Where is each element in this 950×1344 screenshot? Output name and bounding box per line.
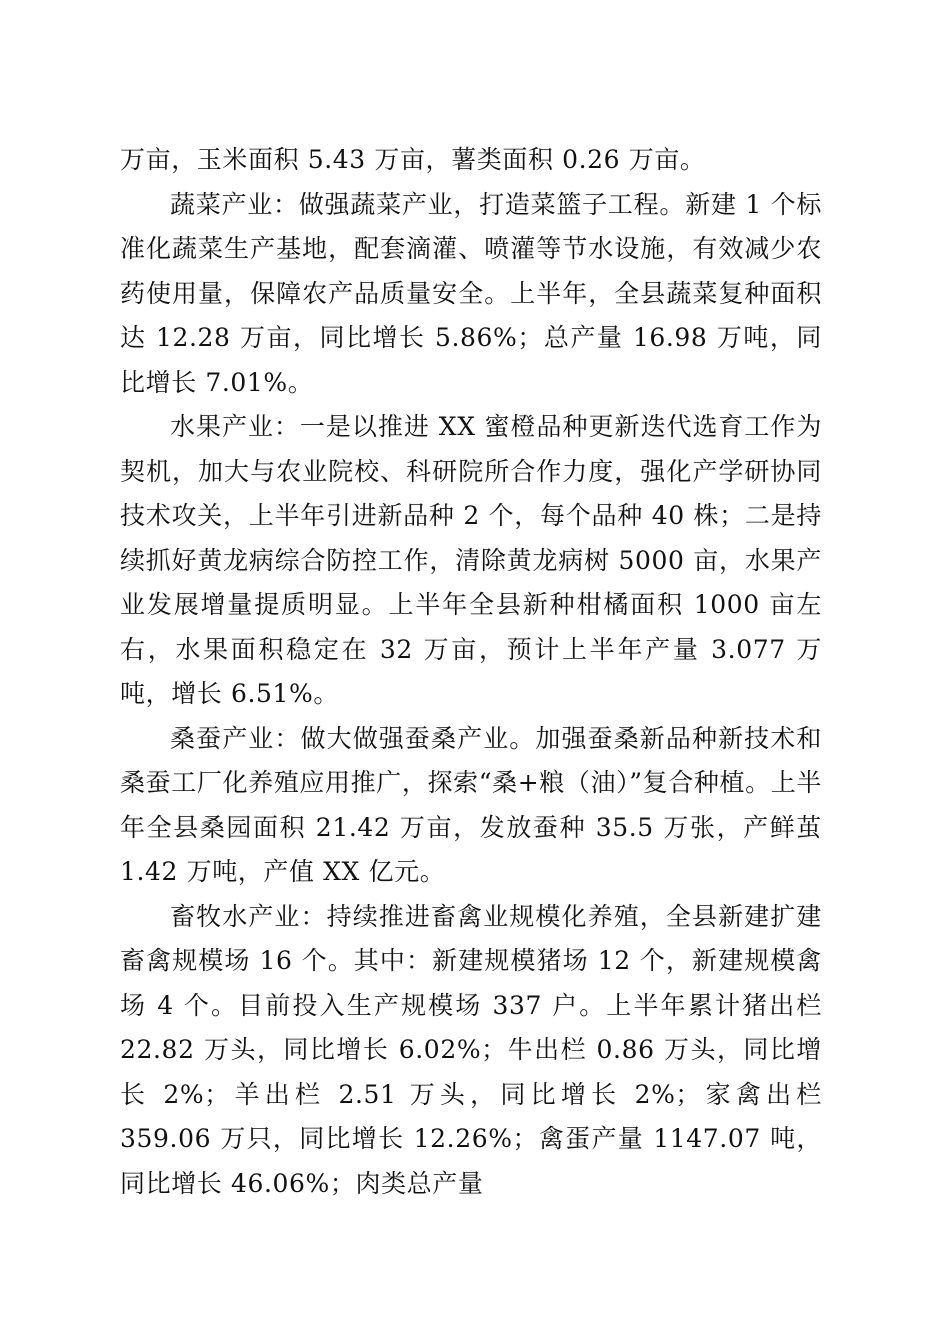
- paragraph-fruit-industry: 水果产业：一是以推进 XX 蜜橙品种更新迭代选育工作为契机，加大与农业院校、科研院所合作力度，强化产学研协同技术攻关，上半年引进新品种 2 个，每个品种 40 株；二是持续抓好黄龙病综合防控工作，清除黄龙病树 5000 亩，水果产业发展增量提质明显。上半年全县新种柑橘面积 1000 亩左右，水果面积稳定在 32 万亩，预计上半年产量 3.077 万吨，增长 6.51%。: [120, 412, 822, 708]
- paragraph-livestock-aquaculture: 畜牧水产业：持续推进畜禽业规模化养殖，全县新建扩建畜禽规模场 16 个。其中：新建规模猪场 12 个，新建规模禽场 4 个。目前投入生产规模场 337 户。上半年累计猪出栏 22.82 万头，同比增长 6.02%；牛出栏 0.86 万头，同比增长 2%；羊出栏 2.51 万头，同比增长 2%；家禽出栏 359.06 万只，同比增长 12.26%；禽蛋产量 1147.07 吨，同比增长 46.06%；肉类总产量: [120, 901, 822, 1198]
- paragraph-vegetable-industry: 蔬菜产业：做强蔬菜产业，打造菜篮子工程。新建 1 个标准化蔬菜生产基地，配套滴灌、喷灌等节水设施，有效减少农药使用量，保障农产品质量安全。上半年，全县蔬菜复种面积达 12.28 万亩，同比增长 5.86%；总产量 16.98 万吨，同比增长 7.01%。: [120, 189, 822, 397]
- document-page: [120, 138, 822, 1206]
- paragraph-sericulture-industry: 桑蚕产业：做大做强蚕桑产业。加强蚕桑新品种新技术和桑蚕工厂化养殖应用推广，探索“桑+粮（油）”复合种植。上半年全县桑园面积 21.42 万亩，发放蚕种 35.5 万张，产鲜茧 1.42 万吨，产值 XX 亿元。: [120, 723, 822, 886]
- paragraph-grain-tail: 万亩，玉米面积 5.43 万亩，薯类面积 0.26 万亩。: [120, 145, 706, 174]
